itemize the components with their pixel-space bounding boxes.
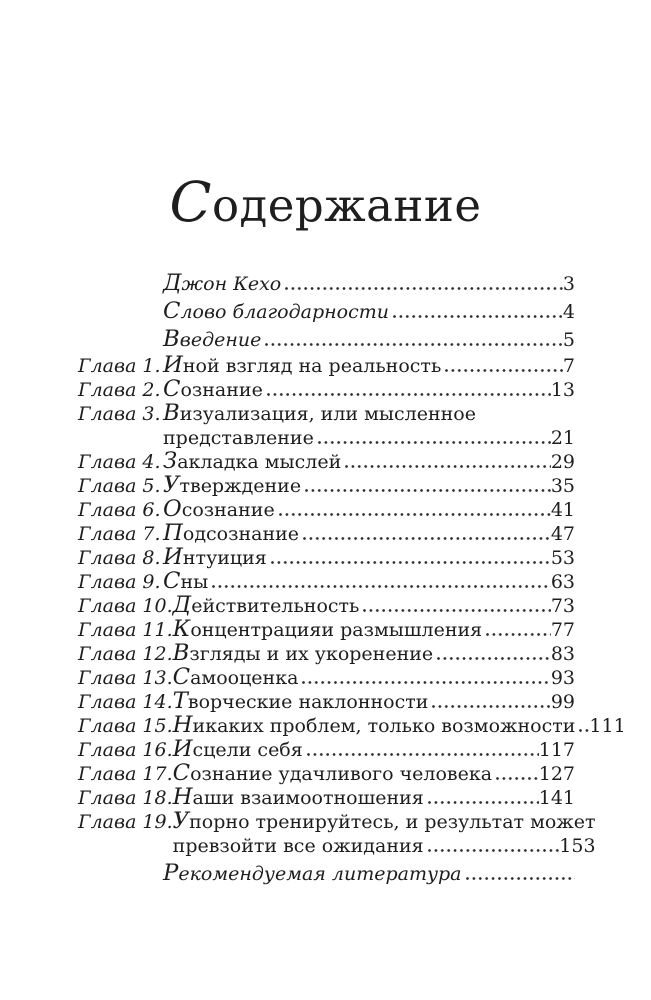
decorative-initial: Р [163, 860, 179, 886]
chapter-label: Глава 8. [78, 547, 161, 569]
decorative-initial: С [169, 170, 212, 234]
entry-title: Самооценка [172, 664, 299, 690]
toc-row-chapter [78, 546, 575, 570]
entry-title: Закладка мыслей [163, 448, 342, 474]
entry-title: Наши взаимоотношения [172, 784, 424, 810]
dot-leader [393, 315, 563, 318]
dot-leader [305, 489, 551, 492]
page-number: 83 [550, 643, 575, 665]
entry-title: Слово благодарности [163, 298, 389, 324]
entry-line [173, 810, 596, 834]
entry-title-continued: представление [163, 427, 314, 449]
entry-title: Рекомендуемая литература [163, 860, 462, 886]
entry-block [173, 810, 596, 858]
chapter-label: Глава 7. [78, 523, 161, 545]
decorative-initial: Д [172, 592, 192, 618]
chapter-label: Глава 12. [78, 643, 173, 665]
page-number: 111 [589, 715, 626, 737]
table-of-contents [78, 270, 626, 886]
entry-title: Упорно тренируйтесь, и результат может [172, 808, 596, 834]
toc-row-chapter [78, 354, 575, 378]
page-number: 7 [562, 355, 575, 377]
toc-row-chapter [78, 712, 626, 738]
page-number: 21 [550, 427, 575, 449]
entry-title: Иной взгляд на реальность [163, 352, 442, 378]
toc-row-chapter [78, 690, 575, 714]
dot-leader [432, 705, 550, 708]
decorative-initial: Т [172, 688, 188, 714]
dot-leader [445, 369, 563, 372]
entry-title: Творческие наклонности [172, 688, 429, 714]
chapter-label: Глава 15. [78, 715, 173, 737]
entry-block [163, 402, 575, 450]
dot-leader [496, 777, 539, 780]
toc-row-chapter [78, 594, 575, 618]
page-number: 77 [550, 619, 575, 641]
dot-leader [285, 287, 563, 290]
decorative-initial: О [163, 496, 182, 522]
decorative-initial: В [163, 326, 180, 352]
toc-row-chapter [78, 762, 575, 786]
dot-leader [303, 537, 551, 540]
page-number: 53 [550, 547, 575, 569]
entry-title: Осознание [163, 496, 275, 522]
page-number: 41 [550, 499, 575, 521]
decorative-initial: С [163, 298, 181, 324]
entry-title: Никаких проблем, только возможности [172, 712, 576, 738]
entry-line [163, 426, 575, 450]
dot-leader [271, 561, 551, 564]
dot-leader [466, 877, 575, 880]
page-number: 73 [550, 595, 575, 617]
decorative-initial: С [163, 568, 181, 594]
page-number: 93 [550, 667, 575, 689]
toc-row-back [78, 862, 575, 886]
dot-leader [302, 681, 550, 684]
dot-leader [428, 849, 560, 852]
chapter-label: Глава 10. [78, 595, 173, 617]
dot-leader [428, 801, 539, 804]
page-title: Содержание [169, 170, 482, 234]
chapter-label: Глава 13. [78, 667, 173, 689]
toc-row-chapter [78, 570, 575, 594]
toc-row-front [78, 270, 575, 298]
decorative-initial: С [172, 664, 191, 690]
entry-title: Сознание [163, 376, 263, 402]
decorative-initial: С [172, 760, 191, 786]
page-number: 4 [562, 301, 575, 323]
toc-row-chapter [78, 786, 575, 810]
toc-row-chapter [78, 618, 575, 642]
dot-leader [579, 729, 589, 732]
page-number: 29 [550, 451, 575, 473]
dot-leader [267, 393, 551, 396]
entry-title: Концентрацияи размышления [172, 616, 483, 642]
dot-leader [486, 633, 551, 636]
dot-leader [437, 657, 551, 660]
decorative-initial: Н [172, 712, 193, 738]
decorative-initial: И [163, 352, 183, 378]
page-number: 3 [562, 273, 575, 295]
chapter-label: Глава 3. [78, 403, 161, 425]
toc-row-chapter [78, 808, 596, 858]
toc-row-chapter [78, 642, 575, 666]
toc-row-front [78, 326, 575, 354]
page-number: 99 [550, 691, 575, 713]
page-number: 5 [562, 329, 575, 351]
toc-row-chapter [78, 450, 575, 474]
entry-title: Интуиция [163, 544, 267, 570]
chapter-label: Глава 6. [78, 499, 161, 521]
page-number: 47 [550, 523, 575, 545]
page-number: 153 [559, 835, 596, 857]
dot-leader [265, 343, 563, 346]
decorative-initial: К [172, 616, 191, 642]
chapter-label: Глава 19. [78, 811, 173, 833]
decorative-initial: В [172, 640, 190, 666]
page-number: 141 [538, 787, 575, 809]
decorative-initial: И [163, 544, 183, 570]
decorative-initial: И [172, 736, 193, 762]
page-number: 63 [550, 571, 575, 593]
entry-title: Действительность [172, 592, 360, 618]
chapter-label: Глава 2. [78, 379, 161, 401]
dot-leader [279, 513, 551, 516]
entry-line [173, 834, 596, 858]
entry-title: Исцели себя [172, 736, 303, 762]
toc-row-front [78, 298, 575, 326]
toc-row-chapter [78, 474, 575, 498]
page-number: 35 [550, 475, 575, 497]
decorative-initial: З [163, 448, 178, 474]
entry-title: Взгляды и их укоренение [172, 640, 434, 666]
chapter-label: Глава 17. [78, 763, 173, 785]
chapter-label: Глава 16. [78, 739, 173, 761]
decorative-initial: П [163, 520, 183, 546]
page-number: 13 [550, 379, 575, 401]
toc-row-chapter [78, 402, 575, 450]
entry-title: Сны [163, 568, 209, 594]
chapter-label: Глава 1. [78, 355, 161, 377]
chapter-label: Глава 14. [78, 691, 173, 713]
decorative-initial: Н [172, 784, 193, 810]
toc-row-chapter [78, 498, 575, 522]
toc-row-chapter [78, 522, 575, 546]
entry-line [163, 402, 575, 426]
chapter-label: Глава 9. [78, 571, 161, 593]
decorative-initial: У [163, 472, 180, 498]
dot-leader [363, 609, 550, 612]
toc-row-chapter [78, 738, 575, 762]
chapter-label: Глава 11. [78, 619, 173, 641]
dot-leader [345, 465, 551, 468]
chapter-label: Глава 5. [78, 475, 161, 497]
entry-title: Утверждение [163, 472, 302, 498]
entry-title: Джон Кехо [163, 270, 282, 296]
decorative-initial: У [172, 808, 190, 834]
decorative-initial: В [163, 400, 180, 426]
decorative-initial: Д [163, 270, 182, 296]
entry-title: Подсознание [163, 520, 300, 546]
dot-leader [318, 441, 551, 444]
decorative-initial: С [163, 376, 181, 402]
page-number: 117 [538, 739, 575, 761]
chapter-label: Глава 4. [78, 451, 161, 473]
chapter-label: Глава 18. [78, 787, 173, 809]
entry-title: Сознание удачливого человека [172, 760, 493, 786]
dot-leader [307, 753, 539, 756]
entry-title: Визуализация, или мысленное [163, 400, 476, 426]
toc-row-chapter [78, 378, 575, 402]
page-number: 127 [538, 763, 575, 785]
entry-title: Введение [163, 326, 262, 352]
entry-title-continued: превзойти все ожидания [172, 835, 424, 857]
dot-leader [212, 585, 551, 588]
toc-row-chapter [78, 666, 575, 690]
